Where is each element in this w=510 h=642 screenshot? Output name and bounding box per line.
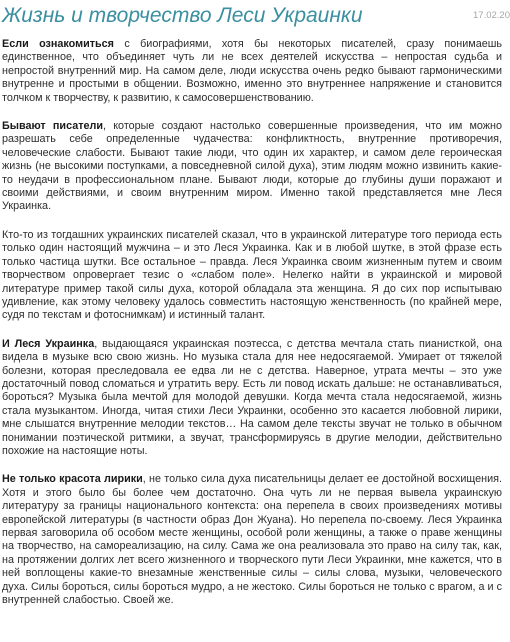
paragraph-lead: И Леся Украинка <box>2 337 95 350</box>
article-paragraph <box>2 38 502 105</box>
article-paragraph <box>2 473 502 607</box>
article-header <box>0 0 510 34</box>
paragraph-lead: Бывают писатели <box>2 120 104 133</box>
paragraph-text: с биографиями, хотя бы некоторых писателей, сразу понимаешь единственное, что объединяет чуть ли не всех деятелей искусства – непростая судьба и непростой внутренний мир. На самом деле, люди искусства очень редко бывают гармоническими внутренне и простыми в общении. Возможно, именно это внутреннее напряжение и становится толчком к творчеству, к развитию, к самосовершенствованию. <box>2 38 502 104</box>
paragraph-text: , которые создают настолько совершенные произведения, что им можно разрешать себе определенные чудачества: конфликтность, внутренние противоречия, человеческие слабости. Бывают такие люди, что один их характер, и самом деле героическая жизнь (не высокими поступками, а повседневной силой духа), этим людям можно извинить какие-то неудачи в профессиональном плане. Бывают люди, которые до глубины души поражают и своими действиями, и своим внутренним миром. Именно такой представляется мне Леся Украинка. <box>2 120 502 213</box>
article-paragraph <box>2 229 502 323</box>
article-paragraph <box>2 120 502 214</box>
paragraph-text: , не только сила духа писательницы делает ее достойной восхищения. Хотя и этого было бы более чем достаточно. Она чуть ли не первая вывела украинскую литературу за границы национального контекста: она перепела в своих произведениях мотивы европейской литературы (в частности образ Дон Жуана). Но перепела по-своему. Леся Украинка первая заговорила об особом месте женщины, особой роли женщины, а также о праве женщины на творчество, на самореализацию, на силу. Сама же она реализовала это право на силу так, как, на протяжении долгих лет всего жизненного и творческого пути Леси Украинки, мне кажется, что в ней воплощены какие-то внезамные женственные силы – силы слова, музыки, человеческого духа. Силы бороться, силы бороться мудро, а не жестоко. Силы бороться не только с врагом, а и с внутренней слабостью. Своей же. <box>2 473 502 607</box>
article-title: Жизнь и творчество Леси Украинки <box>2 4 363 27</box>
paragraph-lead: Не только красота лирики <box>2 473 143 486</box>
paragraph-text: Кто-то из тогдашних украинских писателей сказал, что в украинской литературе того периода есть только один настоящий мужчина – и это Леся Украинка. Как и в любой шутке, в этой фразе есть только частица шутки. Все остальное – правда. Леся Украинка своим жизненным путем и своим творчеством опровергает тезис о «слабом поле». Нелегко найти в украинской и мировой литературе пример такой силы духа, которой обладала эта женщина. Я до сих пор испытываю удивление, как этому человеку удалось совместить настоящую женственность (по крайней мере, судя по текстам и фотоснимкам) и истинный талант. <box>2 228 502 322</box>
article-paragraph <box>2 338 502 459</box>
article-body <box>2 38 502 622</box>
publish-date: 17.02.20 <box>473 10 510 21</box>
paragraph-lead: Если ознакомиться <box>2 38 114 50</box>
paragraph-text: , выдающаяся украинская поэтесса, с детства мечтала стать пианисткой, она видела в музыке всю свою жизнь. Но музыка стала для нее недосягаемой. Умирает от тяжелой болезни, которая преследовала ее едва ли не с детства. Наверное, утрата мечты – это уже достаточный повод сломаться и утратить веру. Есть ли повод искать дальше: не останавливаться, бороться? Музыка была мечтой для молодой девушки. Когда мечта стала недосягаемой, жизнь стала музыкантом. Иногда, читая стихи Леси Украинки, особенно это касается любовной лирики, мне слышатся внутренние мелодии текстов… На самом деле тексты звучат не только в обычном понимании поэтической ритмики, а звучат, трансформируясь в другие мелодии, действительно похожие на настоящие ноты. <box>2 337 502 457</box>
